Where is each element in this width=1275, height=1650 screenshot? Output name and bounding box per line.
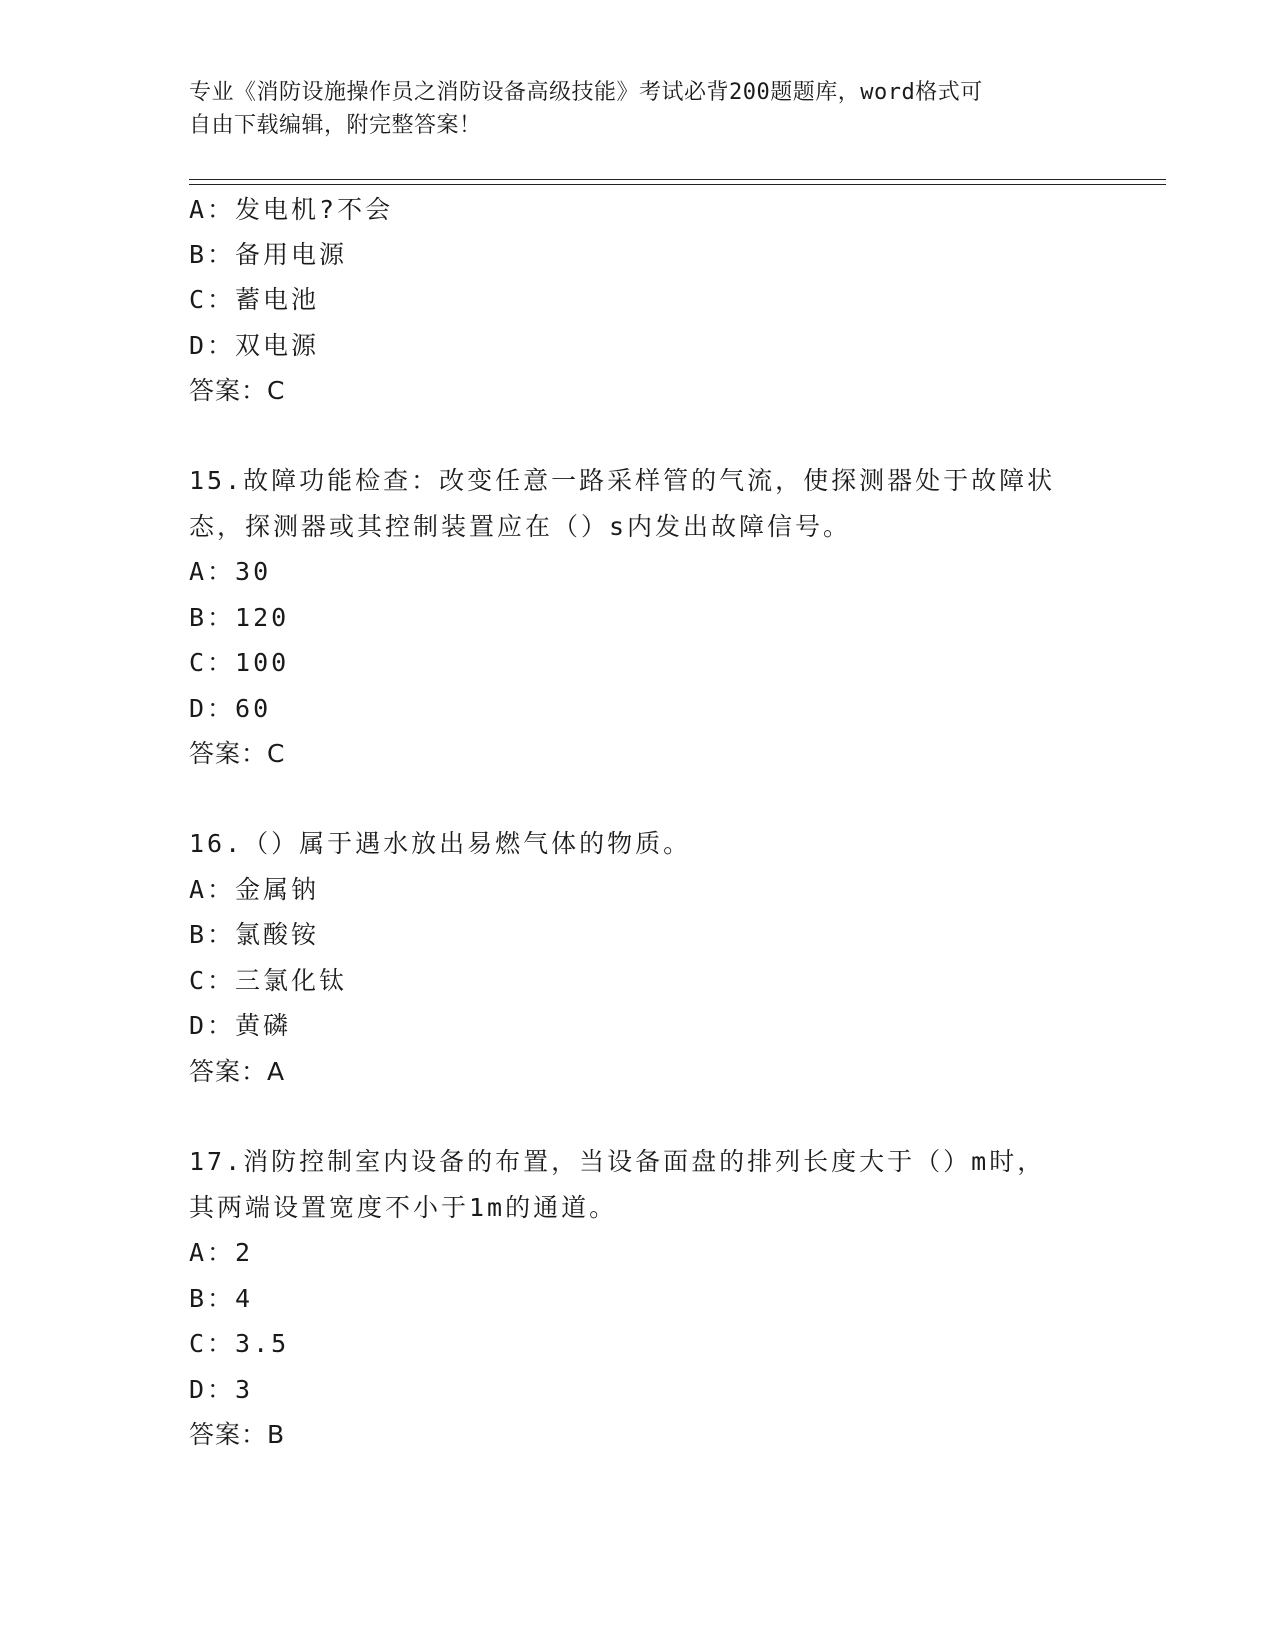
header-line-1: 专业《消防设施操作员之消防设备高级技能》考试必背200题题库，word格式可 [189, 80, 983, 105]
header-line-2: 自由下载编辑，附完整答案！ [189, 113, 482, 138]
q17-option-c: C：3.5 [189, 1329, 290, 1358]
q17-option-a: A：2 [189, 1238, 254, 1267]
document-header [189, 76, 1089, 142]
header-divider-top [189, 179, 1166, 180]
header-divider-bottom [189, 184, 1166, 185]
q15-stem-line-1: 15.故障功能检查：改变任意一路采样管的气流，使探测器处于故障状 [189, 466, 1056, 495]
q15-stem-line-2: 态，探测器或其控制装置应在（）s内发出故障信号。 [189, 512, 852, 541]
q14-option-b: B：备用电源 [189, 240, 348, 269]
q15-option-c: C：100 [189, 648, 290, 677]
q15-option-b: B：120 [189, 603, 290, 632]
q17-stem-line-1: 17.消防控制室内设备的布置，当设备面盘的排列长度大于（）m时， [189, 1147, 1046, 1176]
q16-answer: 答案：A [189, 1057, 286, 1086]
q14-option-c: C：蓄电池 [189, 285, 320, 314]
q16-option-a: A：金属钠 [189, 875, 320, 904]
q17-option-d: D：3 [189, 1375, 254, 1404]
q17-option-b: B：4 [189, 1284, 254, 1313]
q17-answer: 答案：B [189, 1420, 286, 1449]
q14-answer: 答案：C [189, 376, 286, 405]
q16-option-d: D：黄磷 [189, 1011, 292, 1040]
q17-stem-line-2: 其两端设置宽度不小于1m的通道。 [189, 1193, 618, 1222]
q14-option-a: A：发电机?不会 [189, 195, 394, 224]
q15-option-d: D：60 [189, 694, 272, 723]
q16-option-b: B：氯酸铵 [189, 920, 320, 949]
q15-option-a: A：30 [189, 557, 272, 586]
q14-option-d: D：双电源 [189, 331, 320, 360]
q15-answer: 答案：C [189, 739, 286, 768]
q16-option-c: C：三氯化钛 [189, 966, 348, 995]
q16-stem-line-1: 16.（）属于遇水放出易燃气体的物质。 [189, 829, 692, 858]
